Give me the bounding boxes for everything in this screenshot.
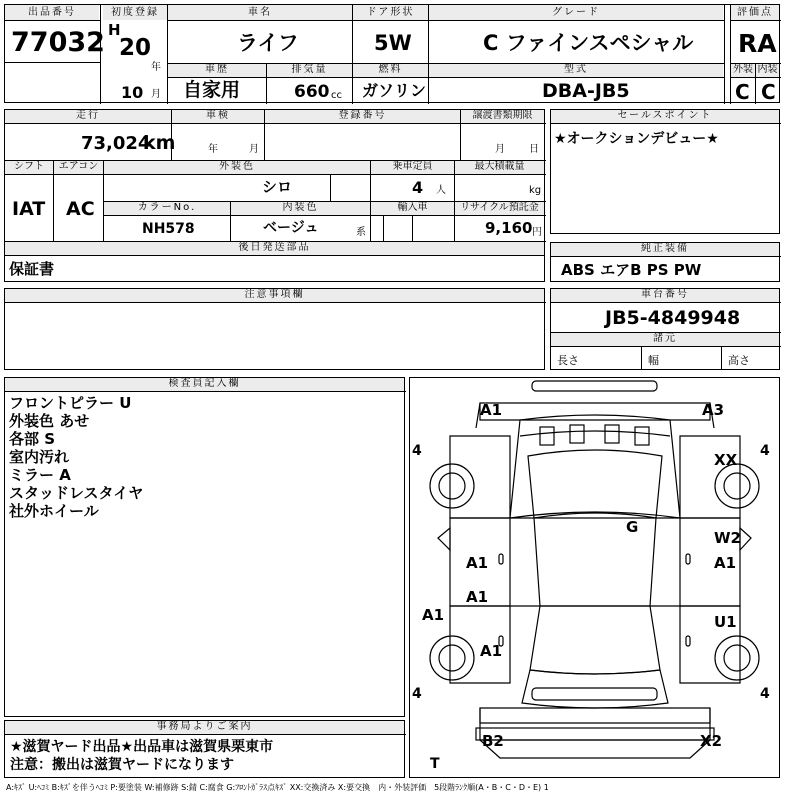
- mileage-label: 走行: [5, 110, 171, 123]
- interior-color: ベージュ: [263, 220, 319, 236]
- damage-mark: A1: [714, 554, 737, 572]
- reg-no-label: 登録番号: [265, 110, 460, 123]
- recycle-label: リサイクル預託金: [455, 202, 544, 215]
- inspector-box: [4, 377, 405, 717]
- sales-point-box: [550, 109, 780, 234]
- sales-point-text: ★オークションデビュー★: [554, 131, 719, 147]
- mileage: 73,024: [81, 133, 151, 154]
- spare-tire-label: T: [430, 756, 440, 772]
- score-label: 評価点: [731, 5, 779, 20]
- interior-score: C: [761, 80, 776, 104]
- ac-label: エアコン: [54, 161, 103, 174]
- displacement: 660: [294, 82, 330, 102]
- transfer-day-unit: 日: [529, 144, 539, 155]
- sales-point-label: セールスポイント: [551, 110, 779, 123]
- tire-label-rear-left: 4: [412, 686, 422, 702]
- options-label: 純正装備: [551, 243, 779, 256]
- damage-mark: XX: [714, 451, 738, 469]
- damage-mark: A3: [702, 401, 725, 419]
- damage-mark: W2: [714, 529, 741, 547]
- lot-number-label: 出品番号: [5, 5, 99, 20]
- displacement-unit: cc: [331, 90, 342, 101]
- grade: C ファインスペシャル: [483, 31, 694, 55]
- damage-mark: A1: [466, 554, 489, 572]
- inspection-month-unit: 月: [249, 144, 259, 155]
- inspector-line: 社外ホイール: [9, 502, 99, 520]
- damage-mark: B2: [482, 732, 504, 750]
- spec-box: [4, 109, 545, 256]
- length-label: 長さ: [557, 354, 579, 367]
- fuel: ガソリン: [362, 81, 427, 100]
- inspector-line: スタッドレスタイヤ: [9, 484, 144, 502]
- damage-mark: U1: [714, 613, 737, 631]
- inspector-line: 各部 S: [9, 430, 56, 448]
- load-label: 最大積載量: [455, 161, 544, 174]
- door-label: ドア形状: [353, 5, 428, 20]
- load-unit: kg: [529, 185, 542, 196]
- exterior-score: C: [735, 80, 750, 104]
- month-unit: 月: [151, 89, 161, 100]
- ac: AC: [66, 198, 95, 220]
- chassis-number: JB5-4849948: [605, 307, 741, 329]
- inspector-label: 検査員記入欄: [5, 378, 404, 391]
- header-box: [4, 4, 780, 103]
- car-diagram: [409, 377, 780, 778]
- inspector-line: 室内汚れ: [9, 448, 70, 466]
- shift: IAT: [12, 198, 46, 220]
- chassis-box: [550, 288, 780, 370]
- tire-label-front-left: 4: [412, 443, 422, 459]
- car-name: ライフ: [237, 31, 299, 55]
- capacity-unit: 人: [436, 185, 446, 196]
- shift-label: シフト: [5, 161, 53, 174]
- notes-label: 注意事項欄: [5, 289, 544, 302]
- color-no: NH578: [142, 221, 195, 237]
- options-box: [550, 242, 780, 282]
- delivery-box: [4, 255, 545, 282]
- interior-color-label: 内装色: [231, 202, 370, 215]
- tire-label-front-right: 4: [760, 443, 770, 459]
- capacity: 4: [412, 178, 424, 197]
- tire-label-rear-right: 4: [760, 686, 770, 702]
- office-line-2: 注意：搬出は滋賀ヤードになります: [10, 757, 234, 773]
- car-name-label: 車名: [168, 5, 352, 20]
- transfer-label: 譲渡書類期限: [461, 110, 544, 123]
- inspector-notes: [9, 394, 143, 520]
- year: 20: [119, 35, 152, 61]
- first-reg-label: 初度登録: [103, 5, 167, 20]
- damage-mark: A1: [466, 588, 489, 606]
- inspector-line: フロントピラー U: [9, 394, 132, 412]
- score: RA: [738, 29, 777, 58]
- interior-label: 内装: [757, 64, 778, 75]
- notes-box: [4, 288, 545, 370]
- chassis-label: 車台番号: [551, 289, 779, 302]
- year-unit: 年: [151, 62, 161, 73]
- transfer-month-unit: 月: [495, 144, 505, 155]
- model-label: 型式: [429, 64, 723, 77]
- color: シロ: [262, 178, 293, 196]
- office-box: [4, 720, 405, 778]
- width-label: 幅: [648, 354, 659, 367]
- options-text: ABS エアB PS PW: [561, 261, 702, 279]
- height-label: 高さ: [728, 354, 750, 367]
- model: DBA-JB5: [542, 80, 630, 102]
- displacement-label: 排気量: [267, 64, 352, 77]
- interior-color-unit: 系: [356, 227, 366, 238]
- exterior-label: 外装: [733, 64, 753, 75]
- month: 10: [121, 83, 144, 102]
- recycle-unit: 円: [532, 227, 542, 238]
- inspector-line: 外装色 あせ: [9, 412, 90, 430]
- grade-label: グレード: [429, 5, 723, 20]
- damage-mark: X2: [700, 732, 723, 750]
- inspection-label: 車検: [172, 110, 264, 123]
- color-no-label: カラーNo.: [104, 202, 230, 215]
- door-type: 5W: [374, 31, 412, 55]
- delivery-label: 後日発送部品: [5, 242, 544, 255]
- damage-mark: A1: [480, 642, 503, 660]
- capacity-label: 乗車定員: [371, 161, 454, 174]
- damage-mark: A1: [422, 606, 445, 624]
- inspection-year-unit: 年: [208, 144, 218, 155]
- office-line-1: ★滋賀ヤード出品★出品車は滋賀県栗東市: [10, 739, 274, 755]
- color-label: 外装色: [104, 161, 370, 174]
- inspector-line: ミラー A: [9, 466, 71, 484]
- office-label: 事務局よりご案内: [5, 721, 404, 734]
- history-label: 車歴: [168, 64, 266, 77]
- lot-number: 77032: [11, 27, 105, 58]
- delivery-value: 保証書: [9, 260, 55, 278]
- car-diagram-svg: [410, 378, 779, 777]
- mileage-unit: km: [143, 132, 176, 154]
- dims-label: 諸元: [551, 333, 779, 346]
- era: H: [108, 21, 121, 39]
- legend: A:ｷｽﾞ U:ﾍｺﾐ B:ｷｽﾞを伴うﾍｺﾐ P:要塗装 W:補修跡 S:錆 C:腐食 G:ﾌﾛﾝﾄｶﾞﾗｽ点ｷｽﾞ XX:交換済み X:要交換 内・外装評価 5段階ﾗﾝｸ順(A・B・C・D・E) 1: [6, 783, 549, 792]
- import-label: 輸入車: [371, 202, 454, 215]
- damage-mark: A1: [480, 401, 503, 419]
- fuel-label: 燃料: [353, 64, 428, 77]
- history: 自家用: [183, 79, 241, 101]
- damage-mark: G: [626, 518, 639, 536]
- recycle: 9,160: [485, 219, 533, 237]
